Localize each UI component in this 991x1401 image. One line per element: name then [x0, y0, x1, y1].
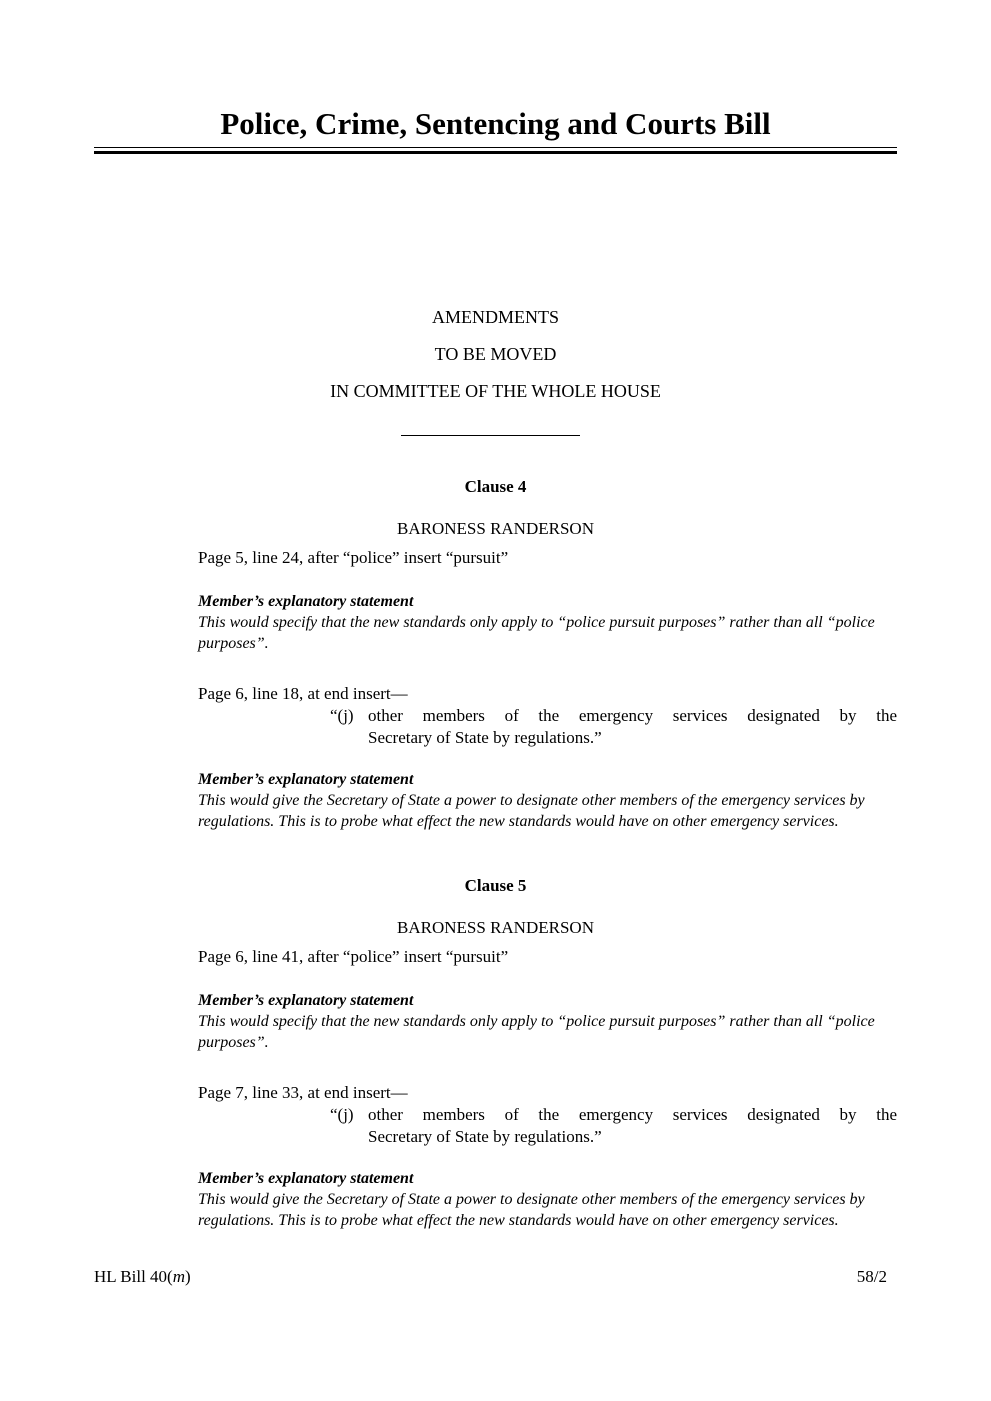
inserted-line: other members of the emergency services designated by the — [368, 706, 897, 725]
bill-reference — [94, 1267, 191, 1287]
heading-line-3: IN COMMITTEE OF THE WHOLE HOUSE — [330, 381, 661, 401]
heading-line-2: TO BE MOVED — [434, 344, 557, 364]
inserted-text — [330, 705, 897, 749]
statement-text: This would give the Secretary of State a power to designate other members of the emergency services by regulations. This is to probe what effect the new standards would have on other emergency services. — [198, 1191, 865, 1229]
bill-title: Police, Crime, Sentencing and Courts Bill — [220, 106, 771, 141]
title-rule-thin — [94, 147, 897, 148]
bill-ref-close: ) — [184, 1267, 191, 1286]
title-rule-thick — [94, 151, 897, 154]
member-name: BARONESS RANDERSON — [397, 519, 594, 538]
clause-heading: Clause 4 — [464, 477, 527, 496]
explanatory-statement — [198, 1168, 898, 1231]
inserted-text — [330, 1104, 897, 1148]
amendment-text: Page 5, line 24, after “police” insert “pursuit” — [198, 548, 509, 567]
amendment-text: Page 6, line 41, after “police” insert “pursuit” — [198, 947, 509, 966]
inserted-line: Secretary of State by regulations.” — [368, 1127, 602, 1146]
statement-heading: Member’s explanatory statement — [198, 1170, 414, 1187]
explanatory-statement — [198, 591, 898, 654]
inserted-line: other members of the emergency services designated by the — [368, 1105, 897, 1124]
amendment-text: Page 6, line 18, at end insert— — [198, 684, 408, 703]
explanatory-statement — [198, 769, 898, 832]
amendment-text: Page 7, line 33, at end insert— — [198, 1083, 408, 1102]
heading-line-1: AMENDMENTS — [431, 307, 559, 327]
paragraph-label: “(j) — [330, 706, 354, 725]
divider — [401, 435, 580, 436]
clause-heading: Clause 5 — [464, 876, 527, 895]
page-reference: 58/2 — [856, 1267, 887, 1286]
bill-ref-text: HL Bill 40( — [94, 1267, 173, 1286]
explanatory-statement — [198, 990, 898, 1053]
inserted-line: Secretary of State by regulations.” — [368, 728, 602, 747]
statement-heading: Member’s explanatory statement — [198, 992, 414, 1009]
statement-heading: Member’s explanatory statement — [198, 593, 414, 610]
statement-text: This would specify that the new standards only apply to “police pursuit purposes” rather than all “police purposes”. — [198, 1013, 875, 1051]
statement-text: This would give the Secretary of State a power to designate other members of the emergency services by regulations. This is to probe what effect the new standards would have on other emergency services. — [198, 792, 865, 830]
statement-heading: Member’s explanatory statement — [198, 771, 414, 788]
member-name: BARONESS RANDERSON — [397, 918, 594, 937]
paragraph-label: “(j) — [330, 1105, 354, 1124]
bill-ref-suffix: m — [172, 1267, 185, 1286]
statement-text: This would specify that the new standards only apply to “police pursuit purposes” rather than all “police purposes”. — [198, 614, 875, 652]
